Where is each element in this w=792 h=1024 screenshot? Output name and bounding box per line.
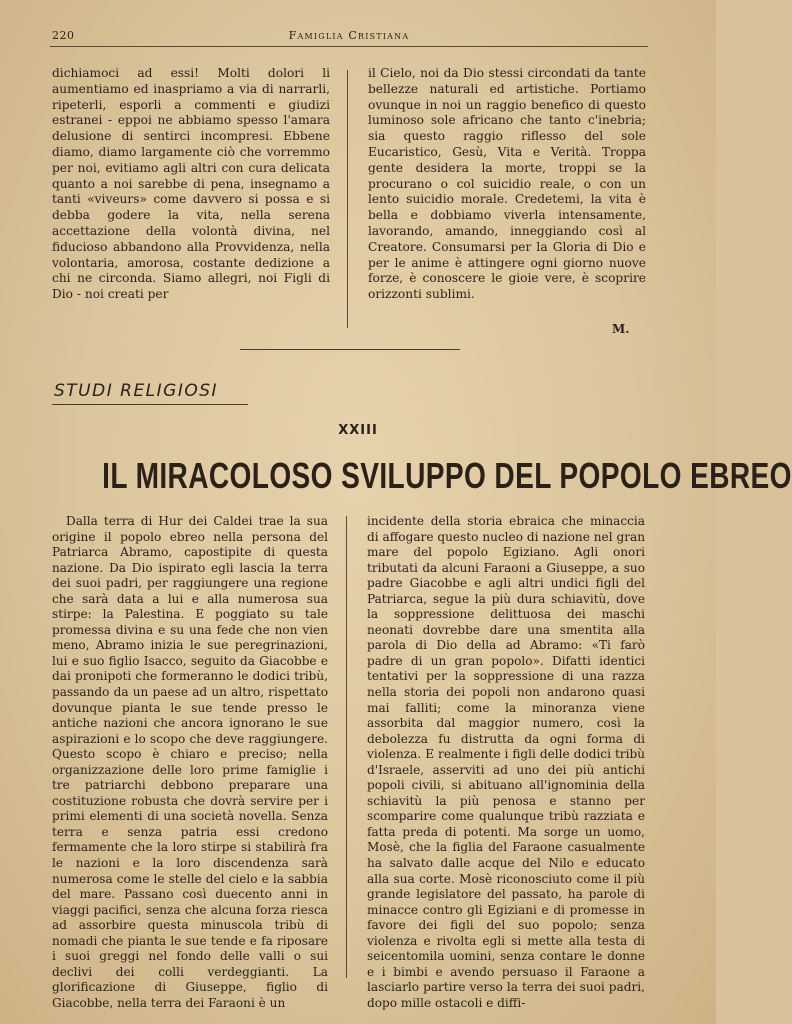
- chapter-number: XXIII: [338, 423, 378, 438]
- top-article-right-text: il Cielo, noi da Dio stessi circondati da tante bellezze naturali ed artistiche. Portiamo ovunque in noi un raggio benefico di questo luminoso sole africano che tanto c'inebria; sia questo raggio riflesso del sole Eucaristico, Gesù, Vita e Verità. Troppa gente desidera la morte, troppi se la procurano o col suicidio reale, o con un lento suicidio morale. Credetemi, la vita è bella e dobbiamo viverla intensamente, lavorando, amando, inneggiando così al Creatore. Consumarsi per la Gloria di Dio e per le anime è attingere ogni giorno nuove forze, è conoscere le gioie vere, è scoprire orizzonti sublimi.: [368, 66, 646, 302]
- main-article-right-column: [367, 514, 645, 1012]
- main-column-divider: [346, 516, 347, 978]
- main-article-right-text: incidente della storia ebraica che minaccia di affogare questo nucleo di nazione nel gran mare del popolo Egiziano. Agli onori tributati da alcuni Faraoni a Giuseppe, a suo padre Giacobbe e agli altri undici figli del Patriarca, segue la più dura schiavitù, dove la soppressione delittuosa dei maschi neonati dovrebbe dare una smentita alla parola di Dio della ad Abramo: «Ti farò padre di un gran popolo». Difatti identici tentativi per la soppressione di una razza nella storia dei popoli non andarono quasi mai falliti; come la minoranza viene assorbita dal maggior numero, così la debolezza fu distrutta da ogni forma di violenza. E realmente i figli delle dodici tribù d'Israele, asserviti ad uno dei più antichi popoli civili, si abituano all'ignominia della schiavitù la più penosa e stanno per scomparire come qualunque tribù razziata e fatta preda di potenti. Ma sorge un uomo, Mosè, che la figlia del Faraone casualmente ha salvato dalle acque del Nilo e educato alla sua corte. Mosè riconosciuto come il più grande legislatore del passato, ha parole di minacce contro gli Egiziani e di promesse in favore dei figli del suo popolo; senza violenza e rivolta egli si mette alla testa di seicentomila uomini, senza contare le donne e i bimbi e avendo persuaso il Faraone a lasciarlo partire verso la terra dei suoi padri, dopo mille ostacoli e diffi-: [367, 514, 645, 1010]
- journal-title: Famiglia Cristiana: [288, 29, 410, 42]
- article-separator: [240, 349, 460, 350]
- page-number: 220: [52, 29, 75, 42]
- top-article-left-column: [52, 66, 330, 303]
- section-label: STUDI RELIGIOSI: [54, 381, 219, 401]
- main-article-left-column: [52, 514, 328, 1012]
- page-header: [50, 26, 648, 47]
- article-headline: IL MIRACOLOSO SVILUPPO DEL POPOLO EBREO: [102, 455, 792, 496]
- top-article-right-column: [368, 66, 646, 303]
- main-article-left-text: Dalla terra di Hur dei Caldei trae la sua origine il popolo ebreo nella persona del Patriarca Abramo, capostipite di questa nazione. Da Dio ispirato egli lascia la terra dei suoi padri, per raggiungere una regione che sarà data a lui e alla numerosa sua stirpe: la Palestina. E poggiato su tale promessa divina e su una fede che non vien meno, Abramo inizia le sue peregrinazioni, lui e suo figlio Isacco, seguito da Giacobbe e dai pronipoti che formeranno le dodici tribù, passando da un paese ad un altro, rispettato dovunque pianta le sue tende presso le antiche nazioni che ancora ignorano le sue aspirazioni e lo scopo che deve raggiungere. Questo scopo è chiaro e preciso; nella organizzazione delle loro prime famiglie i tre patriarchi debbono preparare una costituzione robusta che dovrà servire per i primi elementi di una società novella. Senza terra e senza patria essi credono fermamente che la loro stirpe si stabilirà fra le nazioni e la loro discendenza sarà numerosa come le stelle del cielo e la sabbia del mare. Passano così duecento anni in viaggi pacifici, senza che alcuna forza riesca ad assorbire questa minuscola tribù di nomadi che pianta le sue tende e fa riposare i suoi greggi nel fondo delle valli o sui declivi dei colli verdeggianti. La glorificazione di Giuseppe, figlio di Giacobbe, nella terra dei Faraoni è un: [52, 514, 328, 1010]
- top-article-left-text: dichiamoci ad essi! Molti dolori li aumentiamo ed inaspriamo a via di narrarli, ripeterli, esporli a commenti e giudizi estranei - eppoi ne abbiamo spesso l'amara delusione di sentirci incompresi. Ebbene diamo, diamo largamente ciò che vorremmo per noi, evitiamo agli altri con cura delicata quanto a noi sarebbe di pena, insegnamo a tanti «viveurs» come davvero si possa e si debba godere la vita, nella serena accettazione della volontà divina, nel fiducioso abbandono alla Provvidenza, nella volontaria, amorosa, costante dedizione a chi ne circonda. Siamo allegri, noi Figli di Dio - noi creati per: [52, 66, 330, 302]
- section-underline: [52, 404, 248, 405]
- top-column-divider: [347, 70, 348, 328]
- article-signature: M.: [612, 322, 630, 336]
